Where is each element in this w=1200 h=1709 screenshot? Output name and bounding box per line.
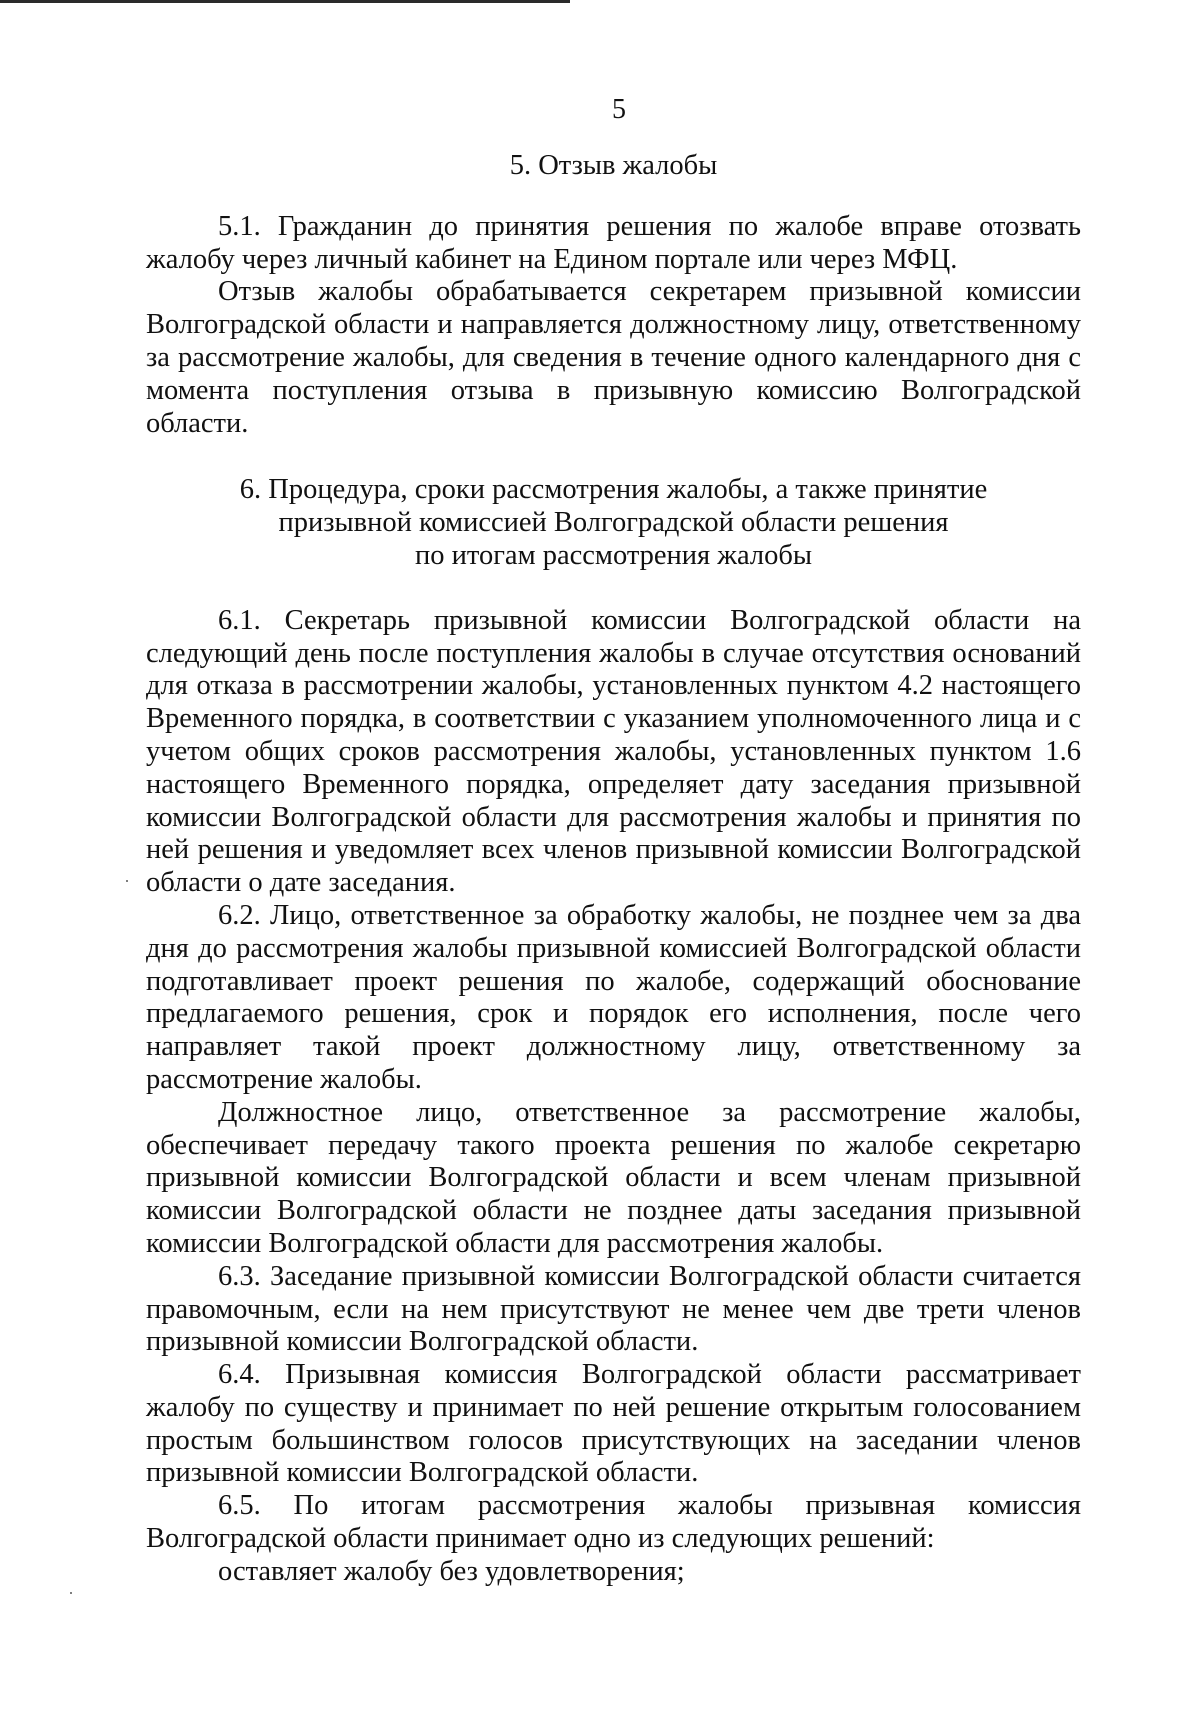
paragraph-official-duty: Должностное лицо, ответственное за рассмотрение жалобы, обеспечивает передачу такого проекта решения по жалобе секретарю призывной комиссии Волгоградской области и всем членам призывной комиссии Волгоградской области не позднее даты заседания призывной комиссии Волгоградской области для рассмотрения жалобы. (146, 1096, 1081, 1259)
paragraph-6-3: 6.3. Заседание призывной комиссии Волгоградской области считается правомочным, если на нем присутствуют не менее чем две трети членов призывной комиссии Волгоградской области. (146, 1260, 1081, 1358)
page-number: 5 (612, 94, 626, 125)
section-heading-line: призывной комиссией Волгоградской области решения (278, 507, 949, 539)
paragraph-6-4: 6.4. Призывная комиссия Волгоградской области рассматривает жалобу по существу и принимает по ней решение открытым голосованием простым большинством голосов присутствующих на заседании членов призывной комиссии Волгоградской области. (146, 1359, 1081, 1489)
paragraph-withdrawal-processing: Отзыв жалобы обрабатывается секретарем призывной комиссии Волгоградской области и направляется должностному лицу, ответственному за рассмотрение жалобы, для сведения в течение одного календарного дня с момента поступления отзыва в призывную комиссию Волгоградской области. (146, 276, 1081, 439)
paragraph-6-5: 6.5. По итогам рассмотрения жалобы призывная комиссия Волгоградской области принимает одно из следующих решений: (146, 1490, 1081, 1555)
paragraph-6-1: 6.1. Секретарь призывной комиссии Волгоградской области на следующий день после поступления жалобы в случае отсутствия оснований для отказа в рассмотрении жалобы, установленных пунктом 4.2 настоящего Временного порядка, в соответствии с указанием уполномоченного лица и с учетом общих сроков рассмотрения жалобы, установленных пунктом 1.6 настоящего Временного порядка, определяет дату заседания призывной комиссии Волгоградской области для рассмотрения жалобы и принятия по ней решения и уведомляет всех членов призывной комиссии Волгоградской области о дате заседания. (146, 604, 1081, 899)
paragraph-5-1: 5.1. Гражданин до принятия решения по жалобе вправе отозвать жалобу через личный кабинет на Едином портале или через МФЦ. (146, 210, 1081, 275)
scan-speck (126, 880, 128, 882)
document-body (146, 150, 1081, 1589)
section-heading-procedure (146, 474, 1081, 572)
section-heading-line: 6. Процедура, сроки рассмотрения жалобы, а также принятие (239, 474, 988, 506)
scan-border-line (0, 0, 570, 3)
section-heading-withdrawal: 5. Отзыв жалобы (509, 150, 718, 181)
decision-option-reject: оставляет жалобу без удовлетворения; (218, 1555, 685, 1587)
scan-speck (70, 1592, 72, 1594)
paragraph-6-2: 6.2. Лицо, ответственное за обработку жалобы, не позднее чем за два дня до рассмотрения жалобы призывной комиссией Волгоградской области подготавливает проект решения по жалобе, содержащий обоснование предлагаемого решения, срок и порядок его исполнения, после чего направляет такой проект должностному лицу, ответственному за рассмотрение жалобы. (146, 899, 1081, 1095)
section-heading-line: по итогам рассмотрения жалобы (415, 539, 812, 571)
